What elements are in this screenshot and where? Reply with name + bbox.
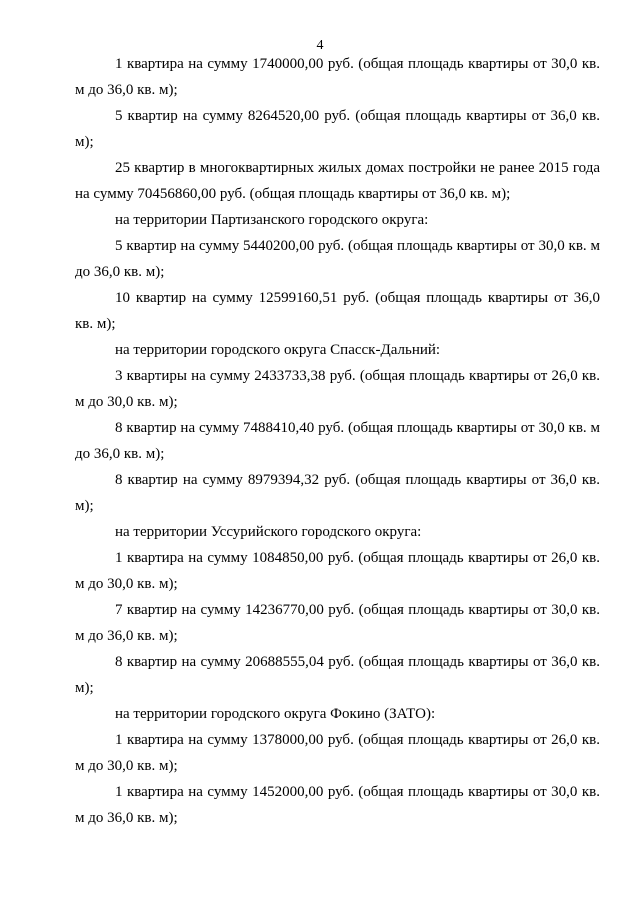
section-heading — [75, 519, 600, 545]
paragraph-text: 5 квартир на сумму 5440200,00 руб. (общая площадь квартиры от 30,0 кв. м до 36,0 кв. м); — [75, 238, 600, 280]
paragraph-item — [75, 545, 600, 597]
paragraph-item — [75, 779, 600, 831]
section-heading-text: на территории городского округа Спасск-Дальний: — [115, 342, 441, 358]
paragraph-item — [75, 103, 600, 155]
section-heading-text: на территории Партизанского городского округа: — [115, 212, 429, 228]
paragraph-text: 1 квартира на сумму 1084850,00 руб. (общая площадь квартиры от 26,0 кв. м до 30,0 кв. м); — [75, 550, 600, 592]
section-heading — [75, 337, 600, 363]
paragraph-text: 8 квартир на сумму 7488410,40 руб. (общая площадь квартиры от 30,0 кв. м до 36,0 кв. м); — [75, 420, 600, 462]
paragraph-text: 1 квартира на сумму 1378000,00 руб. (общая площадь квартиры от 26,0 кв. м до 30,0 кв. м); — [75, 732, 600, 774]
paragraph-item — [75, 649, 600, 701]
paragraph-item — [75, 285, 600, 337]
paragraph-text: 10 квартир на сумму 12599160,51 руб. (общая площадь квартиры от 36,0 кв. м); — [75, 290, 600, 332]
paragraph-text: 25 квартир в многоквартирных жилых домах постройки не ранее 2015 года на сумму 70456860,00 руб. (общая площадь квартиры от 36,0 кв. м); — [75, 160, 600, 202]
paragraph-item — [75, 415, 600, 467]
paragraph-item — [75, 467, 600, 519]
paragraph-text: 3 квартиры на сумму 2433733,38 руб. (общая площадь квартиры от 26,0 кв. м до 30,0 кв. м); — [75, 368, 600, 410]
paragraph-text: 1 квартира на сумму 1452000,00 руб. (общая площадь квартиры от 30,0 кв. м до 36,0 кв. м); — [75, 784, 600, 826]
paragraph-item — [75, 233, 600, 285]
section-heading-text: на территории городского округа Фокино (ЗАТО): — [115, 706, 436, 722]
section-heading-text: на территории Уссурийского городского округа: — [115, 524, 422, 540]
paragraph-text: 8 квартир на сумму 20688555,04 руб. (общая площадь квартиры от 36,0 кв. м); — [75, 654, 600, 696]
paragraph-item — [75, 597, 600, 649]
paragraph-text: 7 квартир на сумму 14236770,00 руб. (общая площадь квартиры от 30,0 кв. м до 36,0 кв. м); — [75, 602, 600, 644]
paragraph-text: 1 квартира на сумму 1740000,00 руб. (общая площадь квартиры от 30,0 кв. м до 36,0 кв. м); — [75, 56, 600, 98]
document-body — [75, 51, 600, 831]
paragraph-text: 8 квартир на сумму 8979394,32 руб. (общая площадь квартиры от 36,0 кв. м); — [75, 472, 600, 514]
paragraph-item — [75, 51, 600, 103]
paragraph-item — [75, 155, 600, 207]
section-heading — [75, 207, 600, 233]
paragraph-item — [75, 727, 600, 779]
paragraph-item — [75, 363, 600, 415]
section-heading — [75, 701, 600, 727]
paragraph-text: 5 квартир на сумму 8264520,00 руб. (общая площадь квартиры от 36,0 кв. м); — [75, 108, 600, 150]
page-number: 4 — [316, 38, 324, 53]
